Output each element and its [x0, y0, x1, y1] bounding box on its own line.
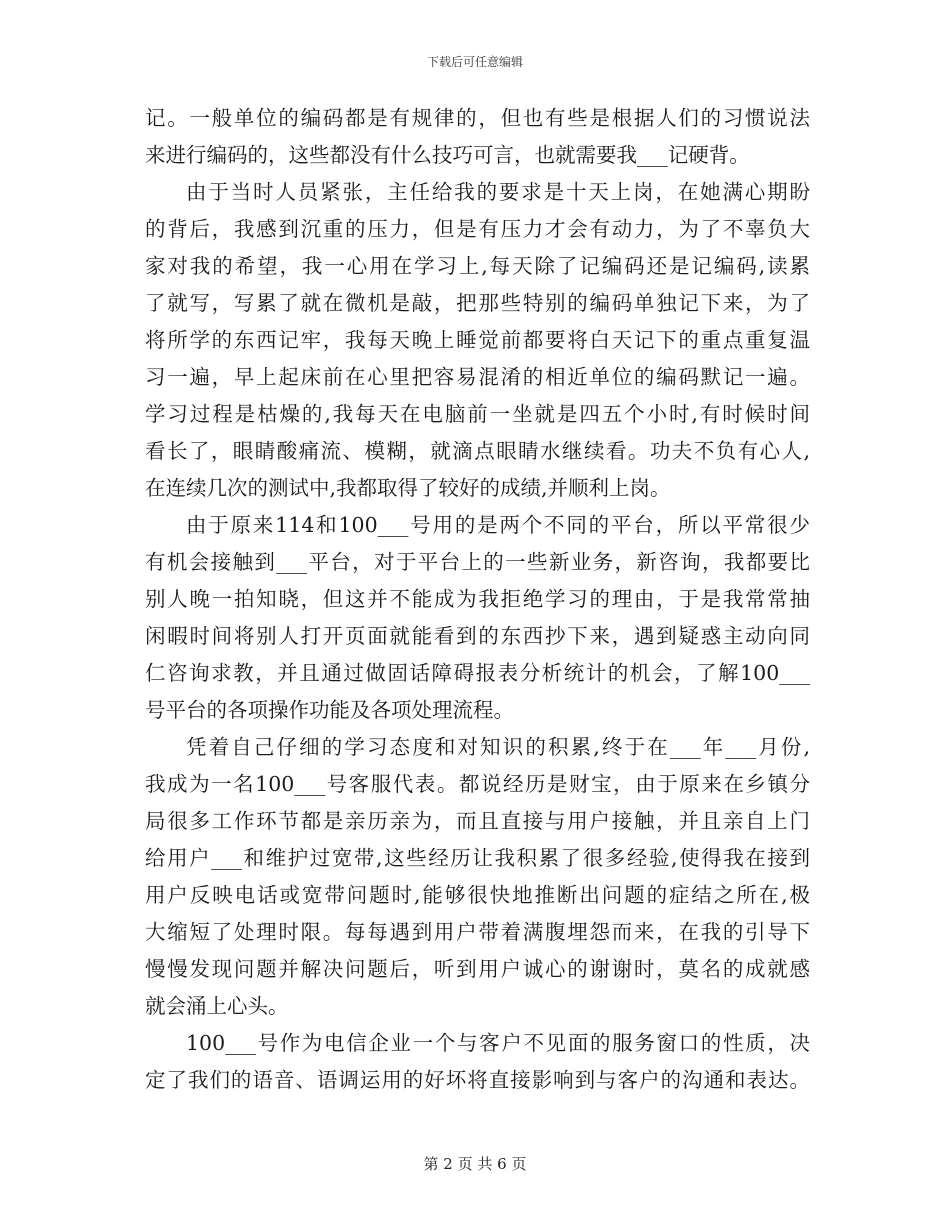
text-line: 慢慢发现问题并解决问题后，听到用户诚心的谢谢时，莫名的成就感	[145, 957, 810, 981]
text-line: 的背后，我感到沉重的压力，但是有压力才会有动力，为了不辜负大	[145, 217, 810, 241]
text-line: 记。一般单位的编码都是有规律的，但也有些是根据人们的习惯说法	[145, 106, 810, 130]
text-line: 由于原来114和100___号用的是两个不同的平台，所以平常很少	[186, 513, 810, 537]
document-body	[145, 100, 810, 1099]
text-line: 别人晚一拍知晓，但这并不能成为我拒绝学习的理由，于是我常常抽	[145, 587, 810, 611]
text-line: 看长了，眼睛酸痛流、模糊，就滴点眼睛水继续看。功夫不负有心人,	[145, 439, 810, 463]
text-line: 在连续几次的测试中,我都取得了较好的成绩,并顺利上岗。	[145, 476, 671, 500]
text-line: 我成为一名100___号客服代表。都说经历是财宝，由于原来在乡镇分	[145, 772, 810, 796]
text-line: 就会涌上心头。	[145, 994, 289, 1018]
page-header: 下载后可任意编辑	[426, 55, 523, 69]
text-line: 有机会接触到___平台，对于平台上的一些新业务，新咨询，我都要比	[145, 550, 810, 574]
text-line: 用户反映电话或宽带问题时,能够很快地推断出问题的症结之所在,极	[145, 883, 810, 907]
text-line: 来进行编码的，这些都没有什么技巧可言，也就需要我___记硬背。	[145, 143, 750, 167]
text-line: 定了我们的语音、语调运用的好坏将直接影响到与客户的沟通和表达。	[145, 1068, 810, 1092]
text-line: 了就写，写累了就在微机是敲，把那些特别的编码单独记下来，为了	[145, 291, 810, 315]
text-line: 局很多工作环节都是亲历亲为，而且直接与用户接触，并且亲自上门	[145, 809, 810, 833]
text-line: 仁咨询求教，并且通过做固话障碍报表分析统计的机会，了解100___	[145, 661, 810, 685]
text-line: 凭着自己仔细的学习态度和对知识的积累,终于在___年___月份,	[186, 735, 810, 759]
text-line: 习一遍，早上起床前在心里把容易混淆的相近单位的编码默记一遍。	[145, 365, 810, 389]
text-line: 大缩短了处理时限。每每遇到用户带着满腹埋怨而来，在我的引导下	[145, 920, 810, 944]
text-line: 学习过程是枯燥的,我每天在电脑前一坐就是四五个小时,有时候时间	[145, 402, 810, 426]
text-line: 号平台的各项操作功能及各项处理流程。	[145, 698, 514, 722]
text-line: 将所学的东西记牢，我每天晚上睡觉前都要将白天记下的重点重复温	[145, 328, 810, 352]
text-line: 给用户___和维护过宽带,这些经历让我积累了很多经验,使得我在接到	[145, 846, 810, 870]
text-line: 100___号作为电信企业一个与客户不见面的服务窗口的性质，决	[186, 1031, 810, 1055]
text-line: 家对我的希望，我一心用在学习上,每天除了记编码还是记编码,读累	[145, 254, 810, 278]
page-number: 第 2 页 共 6 页	[423, 1155, 527, 1173]
text-line: 由于当时人员紧张，主任给我的要求是十天上岗，在她满心期盼	[186, 180, 810, 204]
text-line: 闲暇时间将别人打开页面就能看到的东西抄下来，遇到疑惑主动向同	[145, 624, 810, 648]
